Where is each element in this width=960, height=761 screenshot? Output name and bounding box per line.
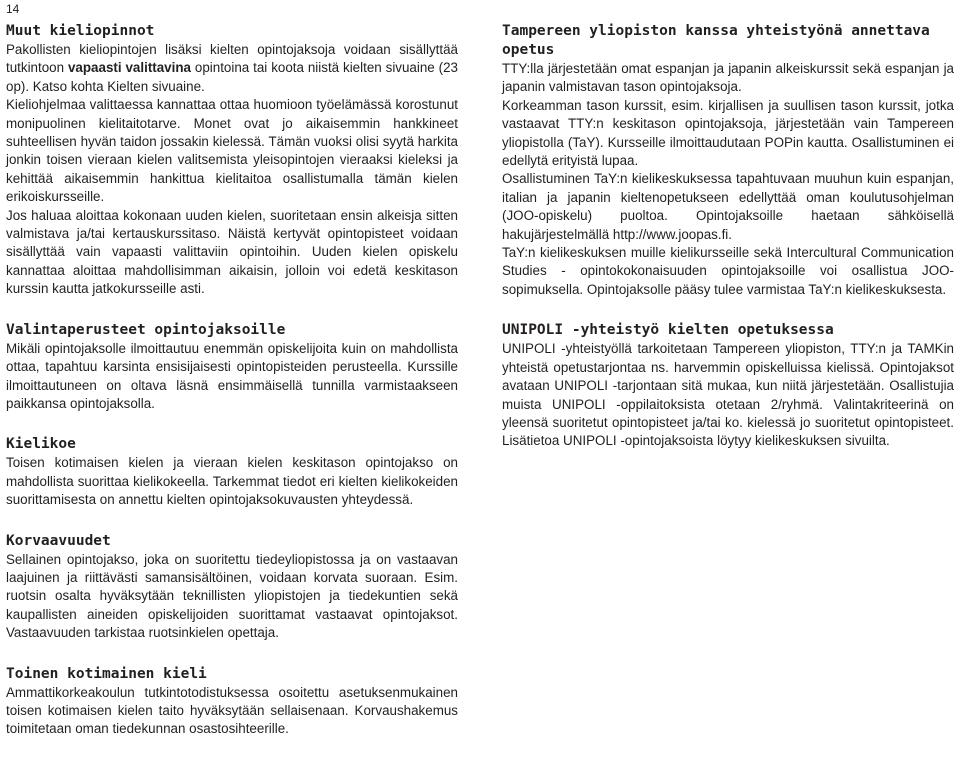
section-heading: Valintaperusteet opintojaksoille <box>6 321 286 338</box>
section-heading: Korvaavuudet <box>6 532 111 549</box>
paragraph: TaY:n kielikeskuksen muille kielikursseille sekä Intercultural Communication Studies - opintokokonaisuuden opintojaksoille voi osallistua JOO-sopimuksella. Opintojaksolle pääsy tulee varmistaa TaY:n kielikeskuksesta. <box>502 245 954 297</box>
section-korvaavuudet <box>6 532 458 643</box>
paragraph: UNIPOLI -yhteistyöllä tarkoitetaan Tampereen yliopiston, TTY:n ja TAMKin yhteistä opetustarjontaa ns. harvemmin opiskelluissa kielissä. Opintojaksot avataan UNIPOLI -tarjontaan sitä mukaa, kun niitä järjestetään. Osallistujia muista UNIPOLI -oppilaitoksista otetaan 2/ryhmä. Valintakriteerinä on yleensä suoritetut opintopisteet ja/tai ko. kielessä jo suoritetut opintopisteet. Lisätietoa UNIPOLI -opintojaksoista löytyy kielikeskuksen sivuilta. <box>502 341 954 449</box>
section-tampereen-yliopisto <box>502 22 954 299</box>
section-heading: Tampereen yliopiston kanssa yhteistyönä annettava opetus <box>502 23 930 58</box>
page-number: 14 <box>6 2 20 16</box>
paragraph: Osallistuminen TaY:n kielikeskuksessa tapahtuvaan muuhun kuin espanjan, italian ja japanin kieltenopetukseen edellyttää oman koulutusohjelman (JOO-opiskelu) puoltoa. Opintojaksoille haetaan sähköisellä hakujärjestelmällä http://www.joopas.fi. <box>502 171 954 242</box>
section-muut-kieliopinnot <box>6 22 458 299</box>
paragraph: Mikäli opintojaksolle ilmoittautuu enemmän opiskelijoita kuin on mahdollista ottaa, tapahtuu karsinta ensisijaisesti opintopisteiden perusteella. Kurssille ilmoittautuneen on oltava läsnä ensimmäisellä tunnilla varmistaakseen paikkansa opintojaksolla. <box>6 340 458 411</box>
paragraph: Kieliohjelmaa valittaessa kannattaa ottaa huomioon työelämässä korostunut monipuolinen kielitaitotarve. Monet ovat jo aikaisemmin hankkineet suhteellisen hyvän taidon jossakin kielessä. Tämän vuoksi olisi syytä harkita jonkin toisen vieraan kielen valitsemista yleisopintojen vieraaksi kieleksi ja kehittää aikaisemmin hankittua kielitaitoa osallistumalla tämän kielen erikoiskursseille. <box>6 97 458 205</box>
paragraph: Jos haluaa aloittaa kokonaan uuden kielen, suoritetaan ensin alkeisja sitten valmistava ja/tai kertauskurssitaso. Näistä kertyvät opintopisteet voidaan sisällyttää vain vapaasti valittaviin opintoihin. Uuden kielen opiskelu kannattaa aloittaa mahdollisimman aikaisin, jolloin voi edetä keskitason kurssin kautta jatkokursseille asti. <box>6 207 458 297</box>
section-heading: Kielikoe <box>6 436 76 453</box>
left-column <box>6 22 458 761</box>
section-valintaperusteet <box>6 321 458 414</box>
right-column <box>502 22 954 473</box>
section-heading: Toinen kotimainen kieli <box>6 665 207 682</box>
paragraph: Pakollisten kieliopintojen lisäksi kielten opintojaksoja voidaan sisällyttää tutkintoon vapaasti valittavina opintoina tai koota niistä kielten sivuaine (23 op). Katso kohta Kielten sivuaine. <box>6 42 459 94</box>
emphasis-text: vapaasti valittavina <box>67 60 191 76</box>
section-kielikoe <box>6 435 458 509</box>
section-unipoli <box>502 321 954 450</box>
paragraph: Korkeamman tason kurssit, esim. kirjallisen ja suullisen tason kurssit, jotka vastaavat TTY:n keskitason opintojaksoja, järjestetään vain Tampereen yliopistolla (TaY). Kursseille ilmoittaudutaan POPin kautta. Osallistuminen ei edellytä erityistä lupaa. <box>502 97 954 169</box>
section-heading: UNIPOLI -yhteistyö kielten opetuksessa <box>502 322 834 339</box>
paragraph: Toisen kotimaisen kielen ja vieraan kielen keskitason opintojakso on mahdollista suorittaa kielikokeella. Tarkemmat tiedot eri kielten kielikokeiden suorittamisesta on annettu kielten opintojaksokuvausten yhteydessä. <box>6 455 458 508</box>
section-heading: Muut kieliopinnot <box>6 23 155 39</box>
paragraph: Ammattikorkeakoulun tutkintotodistuksessa osoitettu asetuksenmukainen toisen kotimaisen kielen taito hyväksytään sellaisenaan. Korvaushakemus toimitetaan oman tiedekunnan osastosihteerille. <box>6 684 458 737</box>
section-toinen-kotimainen-kieli <box>6 665 458 739</box>
paragraph: Sellainen opintojakso, joka on suoritettu tiedeyliopistossa ja on vastaavan laajuinen ja riittävästi samansisältöinen, voidaan korvata suoraan. Esim. ruotsin osalta hyväksytään teknillisten yliopistojen ja tiedekuntien sekä kaupallisten aineiden opiskelijoiden suorittamat vastaavat opintojaksot. Vastaavuuden tarkistaa ruotsinkielen opettaja. <box>6 551 458 641</box>
paragraph: TTY:lla järjestetään omat espanjan ja japanin alkeiskurssit sekä espanjan ja japanin valmistavan tason opintojaksoja. <box>502 61 954 95</box>
